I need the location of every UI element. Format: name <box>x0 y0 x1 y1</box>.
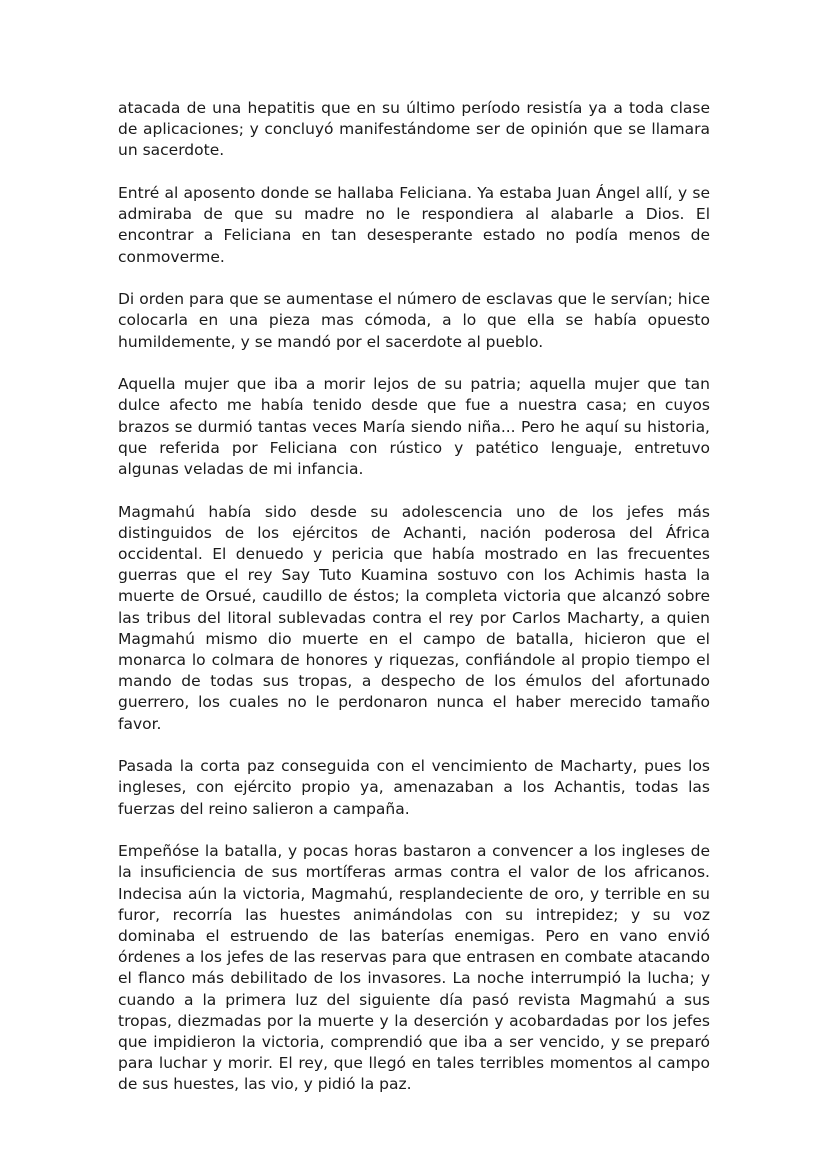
document-page <box>118 98 710 1096</box>
paragraph: Di orden para que se aumentase el número de esclavas que le servían; hice colocarla en una pieza mas cómoda, a lo que ella se había opuesto humildemente, y se mandó por el sacerdote al pueblo. <box>118 290 710 351</box>
paragraph: atacada de una hepatitis que en su último período resistía ya a toda clase de aplicaciones; y concluyó manifestándome ser de opinión que se llamara un sacerdote. <box>118 99 710 160</box>
paragraph: Empeñóse la batalla, y pocas horas bastaron a convencer a los ingleses de la insuficiencia de sus mortíferas armas contra el valor de los africanos. Indecisa aún la victoria, Magmahú, resplandeciente de oro, y terrible en su furor, recorría las huestes animándolas con su intrepidez; y su voz dominaba el estruendo de las baterías enemigas. Pero en vano envió órdenes a los jefes de las reservas para que entrasen en combate atacando el flanco más debilitado de los invasores. La noche interrumpió la lucha; y cuando a la primera luz del siguiente día pasó revista Magmahú a sus tropas, diezmadas por la muerte y la deserción y acobardadas por los jefes que impidieron la victoria, comprendió que iba a ser vencido, y se preparó para luchar y morir. El rey, que llegó en tales terribles momentos al campo de sus huestes, las vio, y pidió la paz. <box>118 842 710 1094</box>
paragraph: Pasada la corta paz conseguida con el vencimiento de Macharty, pues los ingleses, con ejército propio ya, amenazaban a los Achantis, todas las fuerzas del reino salieron a campaña. <box>118 757 710 818</box>
paragraph: Entré al aposento donde se hallaba Feliciana. Ya estaba Juan Ángel allí, y se admiraba de que su madre no le respondiera al alabarle a Dios. El encontrar a Feliciana en tan desesperante estado no podía menos de conmoverme. <box>118 184 710 266</box>
paragraph: Magmahú había sido desde su adolescencia uno de los jefes más distinguidos de los ejércitos de Achanti, nación poderosa del África occidental. El denuedo y pericia que había mostrado en las frecuentes guerras que el rey Say Tuto Kuamina sostuvo con los Achimis hasta la muerte de Orsué, caudillo de éstos; la completa victoria que alcanzó sobre las tribus del litoral sublevadas contra el rey por Carlos Macharty, a quien Magmahú mismo dio muerte en el campo de batalla, hicieron que el monarca lo colmara de honores y riquezas, confiándole al propio tiempo el mando de todas sus tropas, a despecho de los émulos del afortunado guerrero, los cuales no le perdonaron nunca el haber merecido tamaño favor. <box>118 502 710 733</box>
paragraph: Aquella mujer que iba a morir lejos de su patria; aquella mujer que tan dulce afecto me había tenido desde que fue a nuestra casa; en cuyos brazos se durmió tantas veces María siendo niña... Pero he aquí su historia, que referida por Feliciana con rústico y patético lenguaje, entretuvo algunas veladas de mi infancia. <box>118 375 710 479</box>
